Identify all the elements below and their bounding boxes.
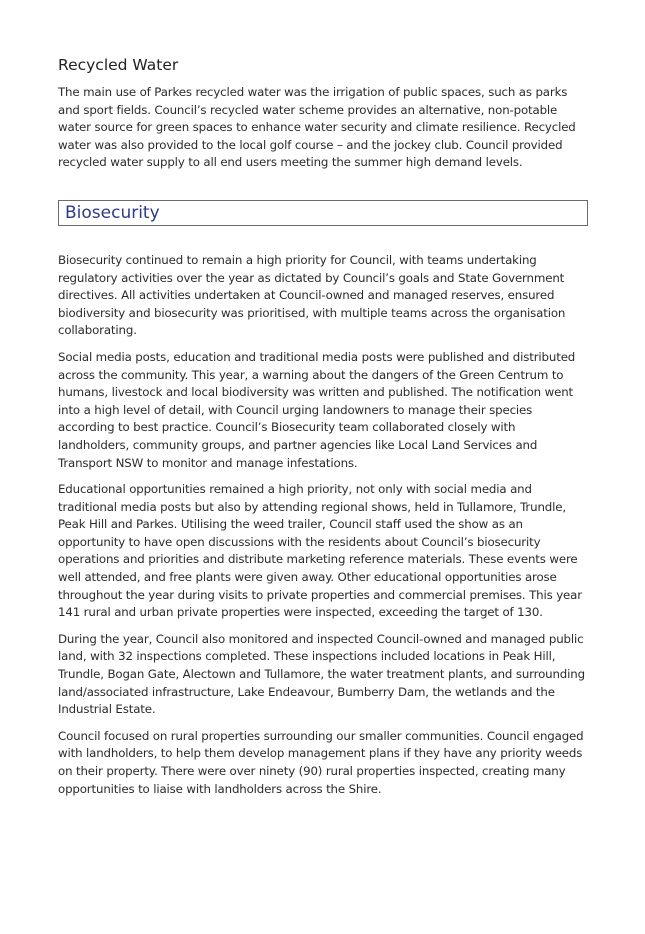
biosecurity-heading: Biosecurity <box>65 202 160 223</box>
biosecurity-paragraph-5: Council focused on rural properties surrounding our smaller communities. Council engaged with landholders, to help them develop management plans if they have any priority weeds on their property. There were over ninety (90) rural properties inspected, creating many opportunities to liaise with landholders across the Shire. <box>58 728 584 796</box>
biosecurity-paragraph-3: Educational opportunities remained a high priority, not only with social media and traditional media posts but also by attending regional shows, held in Tullamore, Trundle, Peak Hill and Parkes. Utilising the weed trailer, Council staff used the show as an opportunity to have open discussions with the residents about Council’s biosecurity operations and priorities and distribute marketing reference materials. These events were well attended, and free plants were given away. Other educational opportunities arose throughout the year during visits to private properties and commercial premises. This year 141 rural and urban private properties were inspected, exceeding the target of 130. <box>58 482 582 620</box>
recycled-water-section <box>58 56 588 172</box>
biosecurity-heading-box <box>58 200 588 226</box>
recycled-water-paragraph: The main use of Parkes recycled water was the irrigation of public spaces, such as parks and sport fields. Council’s recycled water scheme provides an alternative, non-potable water source for green spaces to enhance water security and climate resilience. Recycled water was also provided to the local golf course – and the jockey club. Council provided recycled water supply to all end users meeting the summer high demand levels. <box>58 85 576 170</box>
page-content <box>58 56 588 807</box>
biosecurity-paragraph-4: During the year, Council also monitored and inspected Council-owned and managed public land, with 32 inspections completed. These inspections included locations in Peak Hill, Trundle, Bogan Gate, Alectown and Tullamore, the water treatment plants, and surrounding land/associated infrastructure, Lake Endeavour, Bumberry Dam, the wetlands and the Industrial Estate. <box>58 631 585 717</box>
recycled-water-heading: Recycled Water <box>58 56 179 74</box>
biosecurity-paragraph-1: Biosecurity continued to remain a high priority for Council, with teams undertaking regulatory activities over the year as dictated by Council’s goals and State Government directives. All activities undertaken at Council-owned and managed reserves, ensured biodiversity and biosecurity was prioritised, with multiple teams across the organisation collaborating. <box>58 252 566 338</box>
biosecurity-paragraph-2: Social media posts, education and traditional media posts were published and distributed across the community. This year, a warning about the dangers of the Green Centrum to humans, livestock and local biodiversity was written and published. The notification went into a high level of detail, with Council urging landowners to manage their species according to best practice. Council’s Biosecurity team collaborated closely with landholders, community groups, and partner agencies like Local Land Services and Transport NSW to monitor and manage infestations. <box>58 349 576 470</box>
biosecurity-section <box>58 252 588 798</box>
